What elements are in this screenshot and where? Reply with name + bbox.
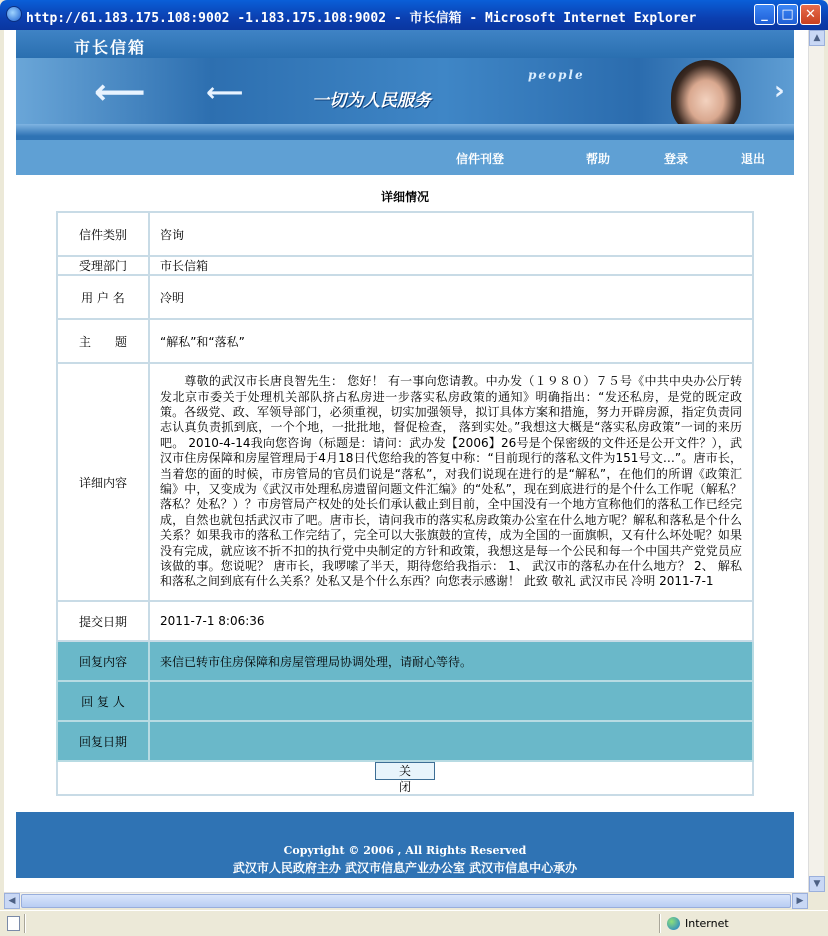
table-row	[57, 319, 753, 363]
nav-help[interactable]: 帮助	[586, 152, 611, 166]
reply-date-label: 回复日期	[57, 721, 149, 761]
banner-band	[16, 124, 794, 136]
footer-org: 武汉市人民政府主办 武汉市信息产业办公室 武汉市信息中心承办	[232, 861, 578, 875]
page-icon	[7, 916, 20, 931]
reply-content-value: 来信已转市住房保障和房屋管理局协调处理，请耐心等待。	[149, 641, 753, 681]
window-title: http://61.183.175.108:9002 -1.183.175.108:9002 - 市长信箱 - Microsoft Internet Explorer	[26, 11, 697, 26]
chevron-right-icon: ›	[774, 76, 785, 106]
site-title: 市长信箱	[74, 38, 147, 57]
minimize-button[interactable]: _	[754, 4, 775, 25]
close-button[interactable]: 关 闭	[375, 762, 435, 780]
nav-login[interactable]: 登录	[664, 152, 689, 166]
date-value: 2011-7-1 8:06:36	[149, 601, 753, 641]
header-bar	[16, 30, 794, 58]
type-label: 信件类别	[57, 212, 149, 256]
nav-bar	[16, 140, 794, 175]
scroll-down-icon[interactable]: ▼	[809, 876, 825, 892]
close-window-button[interactable]: ✕	[800, 4, 821, 25]
vertical-scrollbar[interactable]	[808, 30, 824, 892]
reply-date-value	[149, 721, 753, 761]
subject-value: “解私”和“落私”	[149, 319, 753, 363]
user-value: 冷明	[149, 275, 753, 319]
content-value: 尊敬的武汉市长唐良智先生： 您好！ 有一事向您请教。中办发（１９８０）７５号《中共中央办公厅转发北京市委关于处理机关部队挤占私房进一步落实私房政策的通知》明确指出：“发还私房，是党的既定政策。各级党、政、军领导部门，必须重视，切实加强领导，拟订具体方案和措施，努力开辟房源，指定负责同志认真负责抓到底，一个个地，一批批地，督促检查， 落到实处。”我想这大概是“落实私房政策”一词的来历吧。 2010-4-14我向您咨询（标题是：请问：武办发【2006】26号是个保密级的文件还是公开文件？），武汉市住房保障和房屋管理局于4月18日代您给我的答复中称：“目前现行的落私文件为151号文…”。唐市长，当着您的面的时候，市房管局的官员们说是“落私”，对我们说现在进行的是“解私”，在他们的所谓《政策汇编》中，又变成为《武汉市处理私房遗留问题文件汇编》的“处私”，现在到底进行的是个什么工作呢（解私？落私？处私？）？市房管局产权处的处长们承认截止到目前，全中国没有一个地方宣称他们的落私工作已经完成，自然也就包括武汉市了吧。唐市长，请问我市的落实私房政策办公室在什么地方呢？解私和落私是个什么关系？如果我市的落私工作完结了，完全可以大张旗鼓的宣传，成为全国的一面旗帜，又有什么坏处呢？如果没有完成，就应该不折不扣的执行党中央制定的方针和政策，我想这是每一个公民和每一个中国共产党党员应该做的事。您说呢？ 唐市长，我啰嗦了半天，期待您给我指示： 1、 武汉市的落私办在什么地方？ 2、 解私和落私之间到底有什么关系？处私又是个什么东西？向您表示感谢！ 此致 敬礼 武汉市民 冷明 2011-7-1	[149, 363, 753, 601]
footer-copyright: Copyright © 2006 , All Rights Reserved	[283, 844, 527, 857]
dept-label: 受理部门	[57, 256, 149, 275]
detail-table	[56, 211, 754, 796]
security-zone: Internet	[685, 917, 729, 930]
scroll-left-icon[interactable]: ◀	[4, 893, 20, 909]
date-label: 提交日期	[57, 601, 149, 641]
browser-viewport	[4, 30, 808, 892]
table-row	[57, 721, 753, 761]
table-row	[57, 761, 753, 795]
site-header	[16, 30, 794, 175]
status-separator	[659, 914, 661, 933]
arrow-left-icon: ⟵	[94, 72, 146, 113]
content-label: 详细内容	[57, 363, 149, 601]
reply-person-value	[149, 681, 753, 721]
section-title: 详细情况	[380, 190, 429, 204]
table-row	[57, 256, 753, 275]
subject-label: 主 题	[57, 319, 149, 363]
nav-letters[interactable]: 信件刊登	[456, 152, 505, 166]
table-row	[57, 601, 753, 641]
user-label: 用 户 名	[57, 275, 149, 319]
scroll-corner	[808, 892, 824, 908]
internet-zone-icon	[667, 917, 680, 930]
arrow-left-icon: ⟵	[206, 78, 244, 108]
scroll-right-icon[interactable]: ▶	[792, 893, 808, 909]
maximize-button[interactable]: □	[777, 4, 798, 25]
status-separator	[24, 914, 26, 933]
dept-value: 市长信箱	[149, 256, 753, 275]
table-row	[57, 363, 753, 601]
banner-word: people	[528, 68, 585, 82]
scroll-thumb[interactable]	[21, 894, 791, 908]
window-title-bar[interactable]	[0, 0, 828, 30]
table-row	[57, 681, 753, 721]
reply-person-label: 回 复 人	[57, 681, 149, 721]
type-value: 咨询	[149, 212, 753, 256]
button-cell	[57, 761, 753, 795]
banner-slogan: 一切为人民服务	[312, 91, 431, 111]
status-bar	[0, 910, 828, 936]
nav-logout[interactable]: 退出	[741, 152, 766, 166]
banner	[16, 58, 794, 136]
scroll-up-icon[interactable]: ▲	[809, 30, 825, 46]
ie-logo-icon	[6, 6, 22, 22]
reply-content-label: 回复内容	[57, 641, 149, 681]
site-footer	[16, 812, 794, 878]
horizontal-scrollbar[interactable]	[4, 892, 808, 908]
table-row	[57, 275, 753, 319]
operator-photo	[671, 60, 741, 134]
table-row	[57, 212, 753, 256]
table-row	[57, 641, 753, 681]
